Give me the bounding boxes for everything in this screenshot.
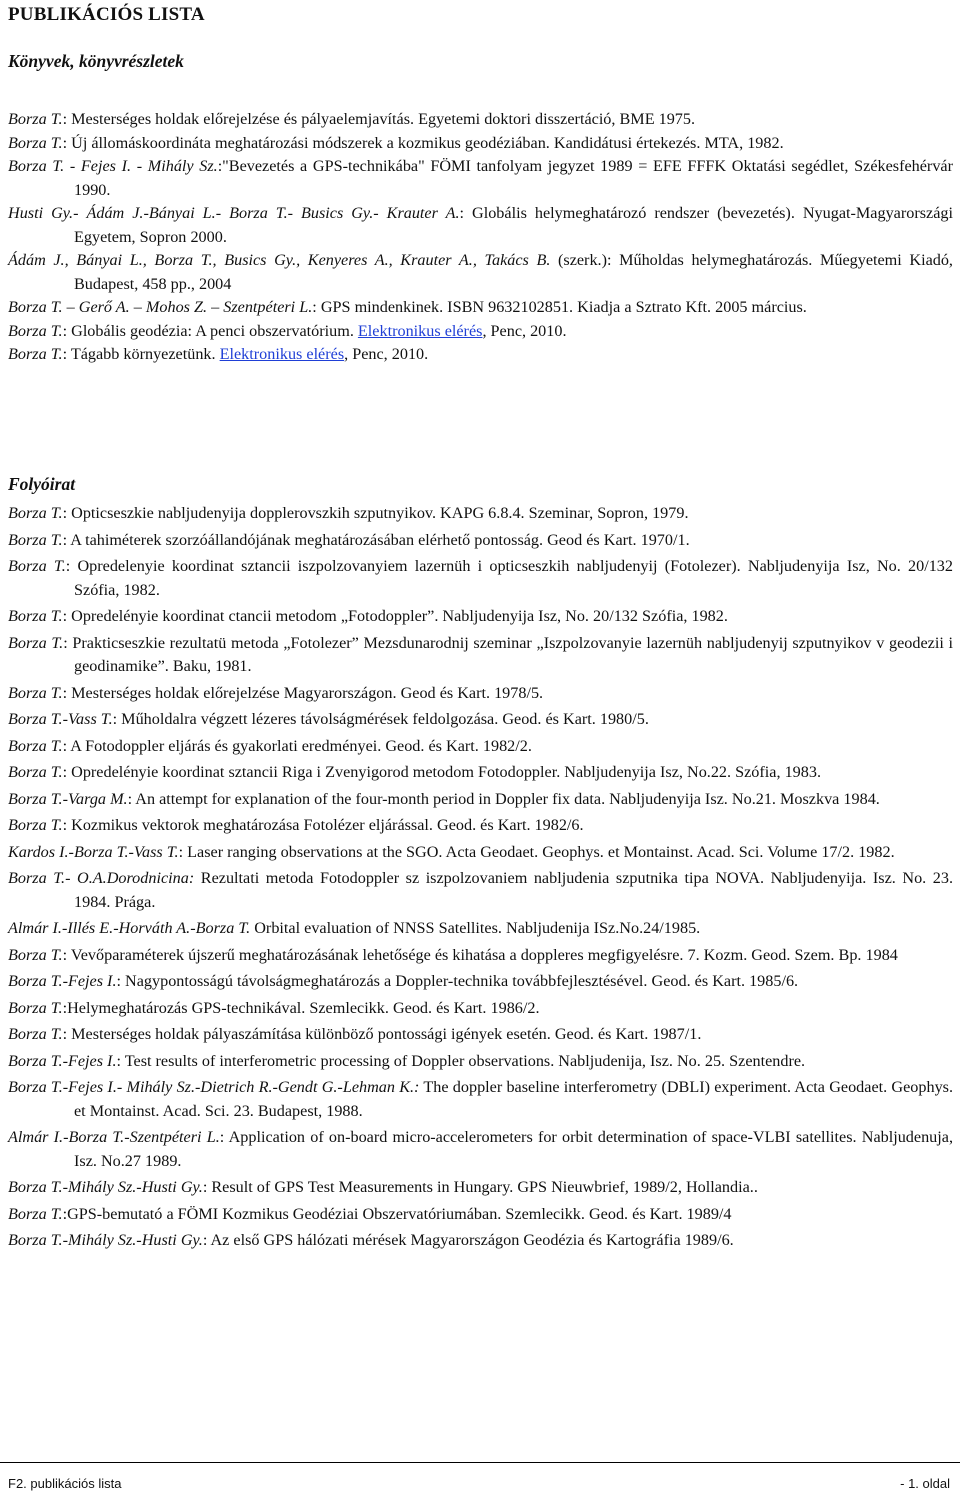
entry-authors: Borza T.-Mihály Sz.-Husti Gy. xyxy=(8,1178,203,1196)
entry-details: : A tahiméterek szorzóállandójának meghatározásában elérhető pontosság. Geod és Kart. 1970/1. xyxy=(62,530,690,549)
journal-entry xyxy=(8,788,953,812)
entry-authors: Borza T. xyxy=(8,633,64,652)
entry-details: Rezultati metoda Fotodoppler sz iszpolzovaniem nabljudenia szputnika tipa NOVA. Nabljudenyija. Isz. No. 23. 1984. Prága. xyxy=(74,869,953,911)
entry-details: : Application of on-board micro-accelerometers for orbit determination of space-VLBI satellites. Nabljudenuja, Isz. No.27 1989. xyxy=(74,1128,954,1170)
journals-section-heading: Folyóirat xyxy=(8,474,76,494)
journal-entry xyxy=(8,632,953,679)
entry-authors: Borza T. xyxy=(8,763,63,781)
book-entry xyxy=(8,132,953,156)
journal-entry xyxy=(8,735,953,759)
entry-details: : Globális helymeghatározó rendszer (bevezetés). Nyugat-Magyarországi Egyetem, Sopron 2000. xyxy=(74,204,953,246)
entry-authors: Husti Gy.- Ádám J.-Bányai L.- Borza T.- Busics Gy.- Krauter A. xyxy=(8,204,460,222)
entry-details: (szerk.): Műholdas helymeghatározás. Műegyetemi Kiadó, Budapest, 458 pp., 2004 xyxy=(74,251,953,293)
entry-details: : A Fotodoppler eljárás és gyakorlati eredményei. Geod. és Kart. 1982/2. xyxy=(62,736,532,755)
entry-authors: Borza T. xyxy=(8,1025,63,1043)
entry-authors: Almár I.-Borza T.-Szentpéteri L. xyxy=(8,1128,220,1146)
entry-authors: Borza T.- O.A.Dorodnicina: xyxy=(8,869,195,887)
entry-authors: Borza T.-Mihály Sz.-Husti Gy. xyxy=(8,1231,203,1249)
entry-authors: Borza T.-Fejes I. xyxy=(8,972,117,990)
book-entry xyxy=(8,320,953,344)
entry-authors: Borza T. – Gerő A. – Mohos Z. – Szentpéteri L. xyxy=(8,298,313,316)
entry-details: : Opredelényie koordinat ctancii metodom „Fotodoppler”. Nabljudenyija Isz, No. 20/132 Szófia, 1982. xyxy=(62,607,728,625)
journal-entry xyxy=(8,1126,953,1173)
entry-details: :"Bevezetés a GPS-technikába" FÖMI tanfolyam jegyzet 1989 = EFE FFFK Oktatási segédlet, Székesfehérvár 1990. xyxy=(74,157,953,199)
entry-details: : Opredelenyie koordinat sztancii iszpolzovanyiem lazernüh i opticseszkih nabljudenyij (Fotolezer). Nabljudenyija Isz, No. 20/132 Szófia, 1982. xyxy=(65,557,953,599)
entry-authors: Borza T. xyxy=(8,504,63,522)
entry-authors: Borza T.-Vass T. xyxy=(8,710,113,728)
entry-details: : Result of GPS Test Measurements in Hungary. GPS Nieuwbrief, 1989/2, Hollandia.. xyxy=(202,1178,758,1196)
journal-entry xyxy=(8,605,953,629)
footer-divider xyxy=(0,1462,960,1463)
entry-details: : Kozmikus vektorok meghatározása Fotolézer eljárással. Geod. és Kart. 1982/6. xyxy=(62,816,584,834)
entry-trailing-text: , Penc, 2010. xyxy=(344,345,429,363)
entry-details: :Helymeghatározás GPS-technikával. Szemlecikk. Geod. és Kart. 1986/2. xyxy=(62,998,540,1017)
entry-details: : Tágabb környezetünk. xyxy=(62,345,220,363)
books-publication-list xyxy=(8,108,953,367)
footer-page-number: - 1. oldal xyxy=(900,1476,950,1491)
entry-details: : Mesterséges holdak előrejelzése Magyarországon. Geod és Kart. 1978/5. xyxy=(62,683,544,702)
entry-details: : Műholdalra végzett lézeres távolságmérések feldolgozása. Geod. és Kart. 1980/5. xyxy=(112,710,649,728)
entry-authors: Borza T. xyxy=(8,110,63,128)
book-entry xyxy=(8,296,953,320)
journal-entry xyxy=(8,970,953,994)
entry-details: : Nagypontosságú távolságmeghatározás a Doppler-technika továbbfejlesztésével. Geod. és Kart. 1985/6. xyxy=(116,972,799,990)
electronic-access-link[interactable]: Elektronikus elérés xyxy=(357,321,483,340)
entry-details: : Globális geodézia: A penci obszervatórium. xyxy=(62,321,358,340)
journals-publication-list xyxy=(8,502,953,1253)
entry-details: : Az első GPS hálózati mérések Magyarországon Geodézia és Kartográfia 1989/6. xyxy=(202,1231,734,1249)
book-entry xyxy=(8,108,953,132)
entry-details: : Opticseszkie nabljudenyija dopplerovszkih szputnyikov. KAPG 6.8.4. Szeminar, Sopron, 1979. xyxy=(62,504,689,522)
entry-details: : Mesterséges holdak előrejelzése és pályaelemjavítás. Egyetemi doktori disszertáció, BME 1975. xyxy=(62,110,696,128)
journal-entry xyxy=(8,1076,953,1123)
entry-authors: Ádám J., Bányai L., Borza T., Busics Gy., Kenyeres A., Krauter A., Takács B. xyxy=(8,251,551,269)
journal-entry xyxy=(8,502,953,526)
entry-authors: Borza T. xyxy=(8,945,63,964)
electronic-access-link[interactable]: Elektronikus elérés xyxy=(219,345,345,363)
entry-authors: Almár I.-Illés E.-Horváth A.-Borza T. xyxy=(8,919,251,937)
books-section-heading: Könyvek, könyvrészletek xyxy=(8,51,184,71)
journal-entry xyxy=(8,1229,953,1253)
entry-authors: Borza T. xyxy=(8,345,63,363)
entry-authors: Borza T. xyxy=(8,1204,63,1223)
journal-entry xyxy=(8,997,953,1021)
entry-details: : Opredelényie koordinat sztancii Riga i Zvenyigorod metodom Fotodoppler. Nabljudenyija Isz, No.22. Szófia, 1983. xyxy=(62,763,821,781)
entry-authors: Borza T. xyxy=(8,816,63,834)
entry-authors: Borza T. - Fejes I. - Mihály Sz. xyxy=(8,157,218,175)
book-entry xyxy=(8,343,953,367)
entry-details: The doppler baseline interferometry (DBLI) experiment. Acta Geodaet. Geophys. et Montainst. Acad. Sci. 23. Budapest, 1988. xyxy=(74,1078,954,1120)
journal-entry xyxy=(8,761,953,785)
entry-details: : Mesterséges holdak pályaszámítása különböző pontossági igények esetén. Geod. és Kart. 1987/1. xyxy=(62,1025,702,1043)
entry-details: : Prakticseszkie rezultatü metoda „Fotolezer” Mezsdunarodnij szeminar „Iszpolzovanyie lazernüh nabljudenyij szputnyikov v geodezii i geodinamike”. Baku, 1981. xyxy=(63,633,954,675)
entry-authors: Borza T. xyxy=(8,321,63,340)
journal-entry xyxy=(8,1176,953,1200)
entry-authors: Borza T. xyxy=(8,998,63,1017)
entry-details: : Laser ranging observations at the SGO. Acta Geodaet. Geophys. et Montainst. Acad. Sci. Volume 17/2. 1982. xyxy=(178,842,895,861)
journal-entry xyxy=(8,555,953,602)
journal-entry xyxy=(8,841,953,865)
entry-authors: Borza T. xyxy=(8,607,63,625)
journal-entry xyxy=(8,529,953,553)
entry-authors: Borza T. xyxy=(8,736,63,755)
journal-entry xyxy=(8,1023,953,1047)
book-entry xyxy=(8,202,953,249)
journal-entry xyxy=(8,1050,953,1074)
entry-details: Orbital evaluation of NNSS Satellites. Nabljudenija ISz.No.24/1985. xyxy=(250,919,701,937)
journal-entry xyxy=(8,944,953,968)
entry-details: : GPS mindenkinek. ISBN 9632102851. Kiadja a Sztrato Kft. 2005 március. xyxy=(312,298,807,316)
entry-authors: Kardos I.-Borza T.-Vass T. xyxy=(8,842,179,861)
footer-document-name: F2. publikációs lista xyxy=(8,1476,122,1491)
journal-entry xyxy=(8,1203,953,1227)
journal-entry xyxy=(8,917,953,941)
entry-authors: Borza T. xyxy=(8,530,63,549)
book-entry xyxy=(8,249,953,296)
entry-authors: Borza T. xyxy=(8,683,63,702)
entry-authors: Borza T. xyxy=(8,557,66,575)
entry-details: :GPS-bemutató a FÖMI Kozmikus Geodéziai Obszervatóriumában. Szemlecikk. Geod. és Kart. 1989/4 xyxy=(62,1204,732,1223)
entry-authors: Borza T.-Fejes I. xyxy=(8,1051,117,1070)
book-entry xyxy=(8,155,953,202)
entry-authors: Borza T. xyxy=(8,133,63,152)
entry-trailing-text: , Penc, 2010. xyxy=(482,321,567,340)
journal-entry xyxy=(8,814,953,838)
entry-details: : Test results of interferometric processing of Doppler observations. Nabljudenija, Isz. No. 25. Szentendre. xyxy=(116,1051,806,1070)
page-title: PUBLIKÁCIÓS LISTA xyxy=(8,4,205,25)
journal-entry xyxy=(8,682,953,706)
journal-entry xyxy=(8,708,953,732)
entry-authors: Borza T.-Fejes I.- Mihály Sz.-Dietrich R.-Gendt G.-Lehman K.: xyxy=(8,1078,420,1096)
entry-details: : An attempt for explanation of the four-month period in Doppler fix data. Nabljudenyija Isz. No.21. Moszkva 1984. xyxy=(127,789,880,808)
journal-entry xyxy=(8,867,953,914)
entry-authors: Borza T.-Varga M. xyxy=(8,789,128,808)
entry-details: : Új állomáskoordináta meghatározási módszerek a kozmikus geodéziában. Kandidátusi értekezés. MTA, 1982. xyxy=(62,133,784,152)
entry-details: : Vevőparaméterek újszerű meghatározásának lehetősége és kihatása a doppleres megfigyelésre. 7. Kozm. Geod. Szem. Bp. 1984 xyxy=(62,945,898,964)
